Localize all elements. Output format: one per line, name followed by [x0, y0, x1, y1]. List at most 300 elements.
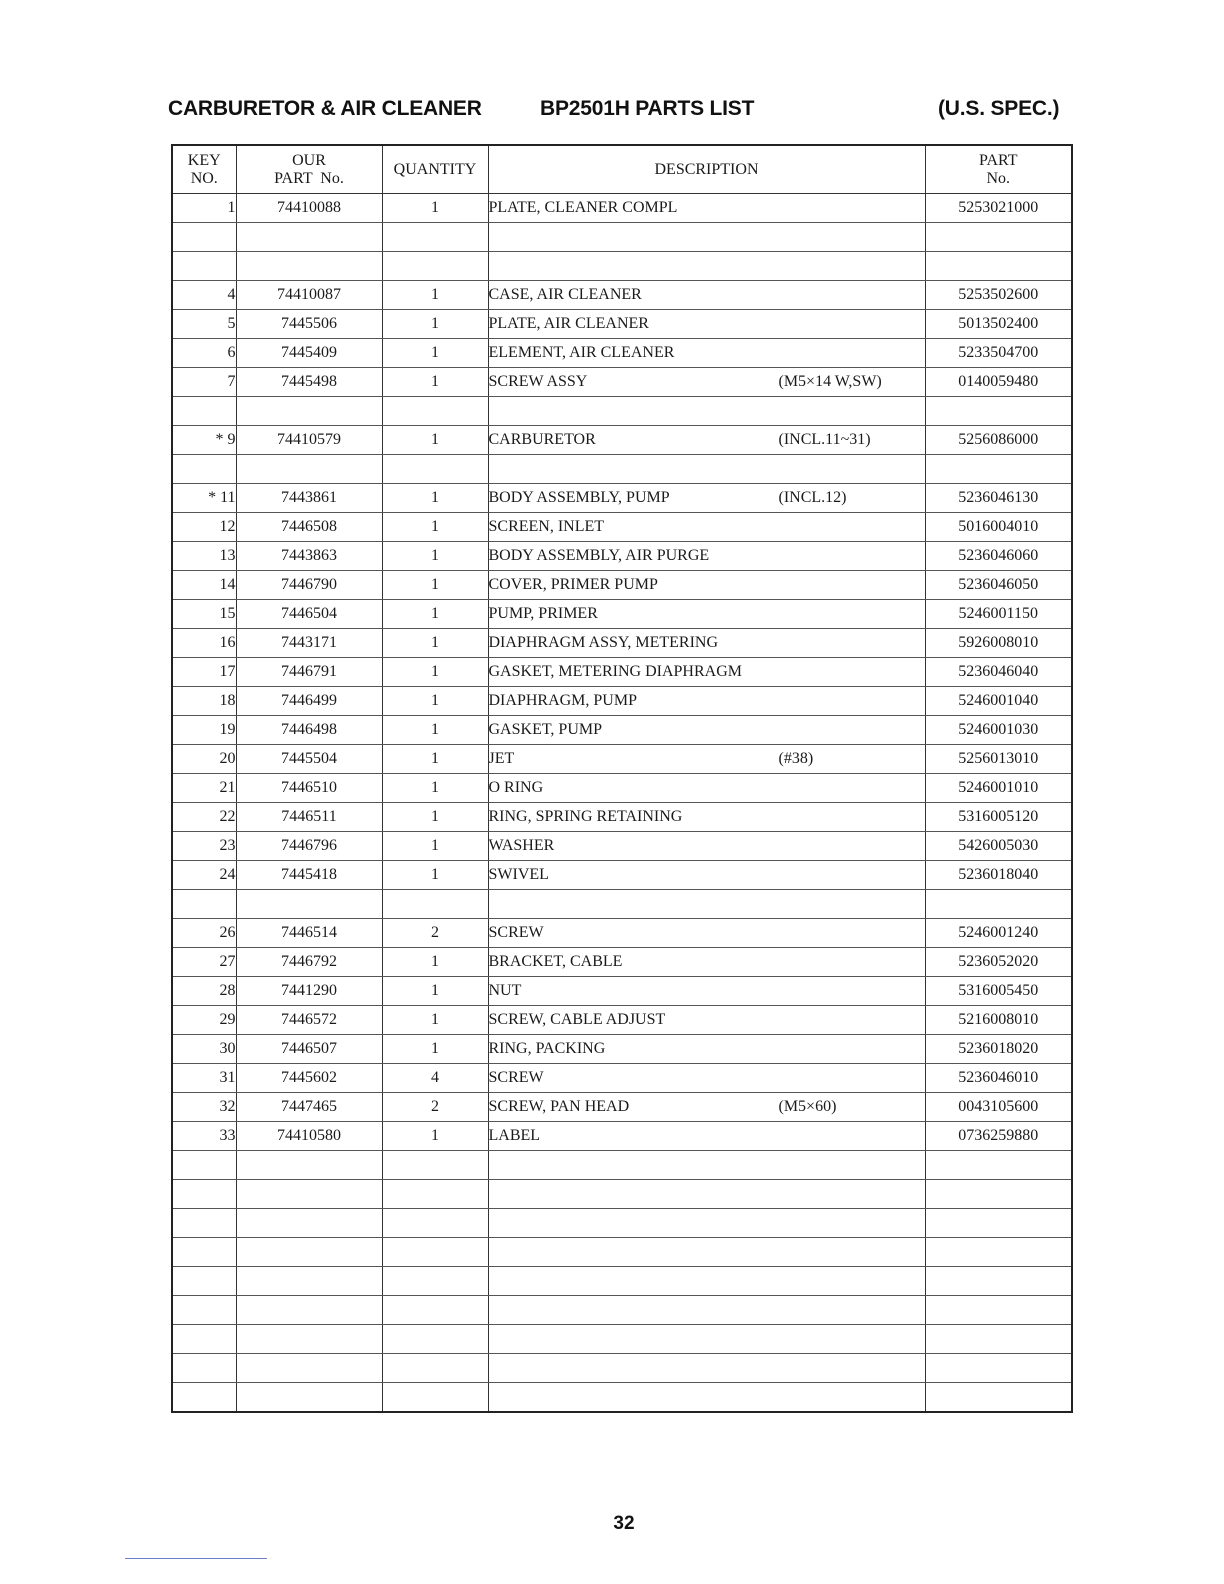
description-note: (INCL.12) [778, 489, 847, 506]
cell-our-part-no: 7446498 [236, 716, 382, 745]
cell-description [488, 716, 925, 745]
cell-description [488, 1151, 925, 1180]
description-text: CASE, AIR CLEANER [488, 286, 642, 303]
cell-our-part-no: 7446510 [236, 774, 382, 803]
cell-description [488, 861, 925, 890]
cell-quantity [382, 397, 488, 426]
description-text: RING, PACKING [488, 1040, 606, 1057]
cell-our-part-no: 7446572 [236, 1006, 382, 1035]
cell-key-no: 5 [172, 310, 236, 339]
cell-quantity [382, 890, 488, 919]
cell-quantity: 1 [382, 1006, 488, 1035]
table-row [172, 571, 1072, 600]
table-row [172, 687, 1072, 716]
cell-quantity [382, 1209, 488, 1238]
cell-key-no [172, 455, 236, 484]
description-note: (M5×14 W,SW) [778, 373, 882, 390]
cell-key-no: 28 [172, 977, 236, 1006]
cell-part-no [925, 1325, 1072, 1354]
cell-our-part-no [236, 1209, 382, 1238]
cell-part-no: 0043105600 [925, 1093, 1072, 1122]
cell-description [488, 600, 925, 629]
cell-description [488, 1006, 925, 1035]
cell-description [488, 223, 925, 252]
cell-description [488, 1064, 925, 1093]
cell-quantity: 1 [382, 977, 488, 1006]
cell-part-no: 5426005030 [925, 832, 1072, 861]
table-row [172, 600, 1072, 629]
cell-part-no: 5016004010 [925, 513, 1072, 542]
description-text: O RING [488, 779, 544, 796]
cell-key-no: 17 [172, 658, 236, 687]
description-text: PUMP, PRIMER [488, 605, 598, 622]
cell-part-no: 5246001030 [925, 716, 1072, 745]
cell-key-no [172, 397, 236, 426]
cell-part-no: 5926008010 [925, 629, 1072, 658]
cell-quantity: 1 [382, 861, 488, 890]
table-row [172, 1035, 1072, 1064]
cell-part-no [925, 223, 1072, 252]
cell-our-part-no [236, 223, 382, 252]
cell-our-part-no: 7445506 [236, 310, 382, 339]
cell-quantity [382, 223, 488, 252]
cell-key-no: 12 [172, 513, 236, 542]
table-row [172, 658, 1072, 687]
cell-part-no [925, 1180, 1072, 1209]
cell-description [488, 397, 925, 426]
col-key-line1: KEY [187, 151, 221, 169]
cell-description [488, 890, 925, 919]
cell-part-no: 5236018020 [925, 1035, 1072, 1064]
cell-key-no [172, 1151, 236, 1180]
cell-description [488, 1238, 925, 1267]
cell-quantity [382, 455, 488, 484]
cell-our-part-no [236, 455, 382, 484]
cell-quantity [382, 1267, 488, 1296]
table-row [172, 281, 1072, 310]
cell-quantity: 1 [382, 194, 488, 223]
cell-our-part-no: 7446504 [236, 600, 382, 629]
cell-description [488, 310, 925, 339]
cell-key-no: 15 [172, 600, 236, 629]
cell-description [488, 571, 925, 600]
cell-part-no: 0736259880 [925, 1122, 1072, 1151]
cell-description [488, 687, 925, 716]
bottom-rule [125, 1558, 267, 1559]
cell-description [488, 1383, 925, 1413]
cell-part-no: 5236046050 [925, 571, 1072, 600]
cell-description [488, 339, 925, 368]
cell-key-no: 22 [172, 803, 236, 832]
cell-description [488, 948, 925, 977]
parts-table [171, 144, 1073, 1413]
cell-part-no: 0140059480 [925, 368, 1072, 397]
cell-our-part-no [236, 1354, 382, 1383]
cell-quantity [382, 1296, 488, 1325]
table-row [172, 455, 1072, 484]
cell-part-no: 5236046010 [925, 1064, 1072, 1093]
cell-key-no [172, 1354, 236, 1383]
parts-list-model: BP2501H PARTS LIST [540, 97, 755, 120]
description-text: RING, SPRING RETAINING [488, 808, 683, 825]
cell-description [488, 484, 925, 513]
cell-description [488, 745, 925, 774]
cell-description [488, 803, 925, 832]
cell-key-no: 27 [172, 948, 236, 977]
description-text: SCREW, CABLE ADJUST [488, 1011, 666, 1028]
cell-part-no: 5246001010 [925, 774, 1072, 803]
table-row [172, 919, 1072, 948]
table-row [172, 1064, 1072, 1093]
cell-our-part-no: 7445418 [236, 861, 382, 890]
table-row [172, 1383, 1072, 1413]
cell-description [488, 1296, 925, 1325]
cell-key-no [172, 1267, 236, 1296]
cell-our-part-no: 74410088 [236, 194, 382, 223]
col-our-part-no [236, 145, 382, 194]
description-text: ELEMENT, AIR CLEANER [488, 344, 675, 361]
cell-our-part-no: 7443861 [236, 484, 382, 513]
description-text: PLATE, AIR CLEANER [488, 315, 649, 332]
cell-quantity: 1 [382, 542, 488, 571]
description-text: BODY ASSEMBLY, AIR PURGE [488, 547, 710, 564]
cell-our-part-no [236, 1151, 382, 1180]
description-text: COVER, PRIMER PUMP [488, 576, 658, 593]
cell-quantity [382, 1180, 488, 1209]
cell-description [488, 1093, 925, 1122]
cell-quantity: 1 [382, 484, 488, 513]
cell-key-no: 23 [172, 832, 236, 861]
cell-our-part-no [236, 1296, 382, 1325]
cell-key-no: 21 [172, 774, 236, 803]
cell-description [488, 542, 925, 571]
table-row [172, 1354, 1072, 1383]
cell-our-part-no: 7446511 [236, 803, 382, 832]
cell-quantity: 1 [382, 426, 488, 455]
cell-part-no: 5253502600 [925, 281, 1072, 310]
cell-description [488, 1325, 925, 1354]
cell-our-part-no: 7445504 [236, 745, 382, 774]
cell-description [488, 1035, 925, 1064]
cell-key-no: * 11 [172, 484, 236, 513]
col-quantity: QUANTITY [382, 145, 488, 194]
cell-key-no [172, 890, 236, 919]
cell-description [488, 919, 925, 948]
cell-quantity: 1 [382, 658, 488, 687]
table-row [172, 948, 1072, 977]
cell-quantity: 1 [382, 1122, 488, 1151]
description-text: NUT [488, 982, 522, 999]
cell-our-part-no: 74410087 [236, 281, 382, 310]
cell-description [488, 1267, 925, 1296]
cell-part-no: 5236046130 [925, 484, 1072, 513]
cell-part-no: 5236052020 [925, 948, 1072, 977]
table-row [172, 310, 1072, 339]
cell-description [488, 281, 925, 310]
table-row [172, 977, 1072, 1006]
description-text: LABEL [488, 1127, 541, 1144]
cell-part-no: 5233504700 [925, 339, 1072, 368]
table-row [172, 774, 1072, 803]
table-row [172, 1296, 1072, 1325]
col-our-line2: PART No. [274, 169, 344, 187]
description-note: (#38) [778, 750, 814, 767]
cell-part-no: 5256013010 [925, 745, 1072, 774]
table-row [172, 1093, 1072, 1122]
cell-part-no: 5256086000 [925, 426, 1072, 455]
table-row [172, 803, 1072, 832]
table-row [172, 339, 1072, 368]
description-text: SCREW ASSY [488, 373, 588, 390]
col-key-line2: NO. [190, 169, 218, 187]
cell-our-part-no [236, 1383, 382, 1413]
table-row [172, 1267, 1072, 1296]
cell-quantity: 1 [382, 339, 488, 368]
table-row [172, 890, 1072, 919]
cell-quantity: 1 [382, 803, 488, 832]
table-row [172, 542, 1072, 571]
table-row [172, 1325, 1072, 1354]
table-row [172, 1151, 1072, 1180]
cell-key-no [172, 223, 236, 252]
cell-key-no: 16 [172, 629, 236, 658]
description-text: SCREW [488, 924, 544, 941]
cell-quantity: 1 [382, 281, 488, 310]
cell-description [488, 832, 925, 861]
cell-quantity: 4 [382, 1064, 488, 1093]
description-text: JET [488, 750, 515, 767]
cell-our-part-no [236, 1238, 382, 1267]
cell-quantity: 1 [382, 1035, 488, 1064]
col-part-line1: PART [979, 151, 1018, 169]
description-text: PLATE, CLEANER COMPL [488, 199, 678, 216]
cell-quantity [382, 252, 488, 281]
cell-part-no: 5246001240 [925, 919, 1072, 948]
cell-our-part-no [236, 1180, 382, 1209]
cell-key-no [172, 1383, 236, 1413]
table-header [172, 145, 1072, 194]
table-row [172, 426, 1072, 455]
cell-quantity [382, 1354, 488, 1383]
cell-quantity: 1 [382, 948, 488, 977]
cell-part-no: 5246001040 [925, 687, 1072, 716]
cell-quantity: 1 [382, 774, 488, 803]
table-row [172, 629, 1072, 658]
cell-key-no: 20 [172, 745, 236, 774]
cell-quantity [382, 1238, 488, 1267]
cell-key-no [172, 1180, 236, 1209]
cell-quantity: 2 [382, 919, 488, 948]
table-row [172, 252, 1072, 281]
description-note: (INCL.11~31) [778, 431, 871, 448]
cell-our-part-no: 7446508 [236, 513, 382, 542]
cell-description [488, 1354, 925, 1383]
cell-key-no [172, 252, 236, 281]
cell-our-part-no: 7445602 [236, 1064, 382, 1093]
cell-description [488, 194, 925, 223]
cell-key-no [172, 1238, 236, 1267]
table-row [172, 1238, 1072, 1267]
cell-quantity: 1 [382, 571, 488, 600]
table-row [172, 1209, 1072, 1238]
description-text: SWIVEL [488, 866, 549, 883]
col-our-line1: OUR [292, 151, 326, 169]
table-row [172, 368, 1072, 397]
cell-part-no: 5316005120 [925, 803, 1072, 832]
cell-our-part-no: 7446499 [236, 687, 382, 716]
cell-our-part-no: 7446507 [236, 1035, 382, 1064]
cell-part-no [925, 1151, 1072, 1180]
cell-our-part-no: 7445409 [236, 339, 382, 368]
spec-label: (U.S. SPEC.) [938, 97, 1060, 120]
table-row [172, 1122, 1072, 1151]
cell-key-no: 4 [172, 281, 236, 310]
cell-key-no: 30 [172, 1035, 236, 1064]
table-row [172, 397, 1072, 426]
cell-our-part-no [236, 397, 382, 426]
cell-part-no [925, 1383, 1072, 1413]
cell-our-part-no: 7443171 [236, 629, 382, 658]
col-part-line2: No. [986, 169, 1011, 187]
cell-quantity: 1 [382, 832, 488, 861]
cell-part-no: 5316005450 [925, 977, 1072, 1006]
cell-description [488, 1180, 925, 1209]
description-text: DIAPHRAGM ASSY, METERING [488, 634, 719, 651]
cell-description [488, 1122, 925, 1151]
description-text: SCREW [488, 1069, 544, 1086]
description-text: GASKET, PUMP [488, 721, 602, 738]
cell-our-part-no: 7445498 [236, 368, 382, 397]
cell-our-part-no [236, 1267, 382, 1296]
cell-part-no [925, 397, 1072, 426]
cell-quantity: 1 [382, 310, 488, 339]
cell-description [488, 629, 925, 658]
cell-our-part-no: 7446514 [236, 919, 382, 948]
col-description: DESCRIPTION [488, 145, 925, 194]
cell-key-no: 32 [172, 1093, 236, 1122]
description-note: (M5×60) [778, 1098, 837, 1115]
description-text: SCREW, PAN HEAD [488, 1098, 630, 1115]
table-row [172, 513, 1072, 542]
cell-part-no [925, 252, 1072, 281]
cell-key-no: 33 [172, 1122, 236, 1151]
cell-quantity [382, 1325, 488, 1354]
cell-quantity: 1 [382, 629, 488, 658]
cell-key-no: 18 [172, 687, 236, 716]
cell-key-no [172, 1209, 236, 1238]
cell-our-part-no: 7443863 [236, 542, 382, 571]
page-title: CARBURETOR & AIR CLEANER [168, 97, 482, 120]
description-text: DIAPHRAGM, PUMP [488, 692, 637, 709]
cell-description [488, 426, 925, 455]
cell-description [488, 658, 925, 687]
cell-key-no: 13 [172, 542, 236, 571]
page-number: 32 [613, 1513, 635, 1534]
cell-key-no: 24 [172, 861, 236, 890]
cell-key-no: 19 [172, 716, 236, 745]
cell-part-no [925, 1354, 1072, 1383]
cell-part-no [925, 1296, 1072, 1325]
cell-description [488, 774, 925, 803]
cell-key-no [172, 1325, 236, 1354]
cell-key-no: * 9 [172, 426, 236, 455]
cell-part-no [925, 890, 1072, 919]
description-text: BODY ASSEMBLY, PUMP [488, 489, 670, 506]
cell-our-part-no: 7446796 [236, 832, 382, 861]
cell-quantity [382, 1151, 488, 1180]
cell-part-no: 5013502400 [925, 310, 1072, 339]
table-row [172, 223, 1072, 252]
cell-quantity: 2 [382, 1093, 488, 1122]
cell-key-no: 1 [172, 194, 236, 223]
col-part-no [925, 145, 1072, 194]
cell-part-no [925, 1209, 1072, 1238]
cell-description [488, 977, 925, 1006]
cell-our-part-no: 7441290 [236, 977, 382, 1006]
cell-part-no: 5236046060 [925, 542, 1072, 571]
description-text: SCREEN, INLET [488, 518, 605, 535]
cell-our-part-no [236, 252, 382, 281]
cell-key-no: 6 [172, 339, 236, 368]
cell-part-no: 5236018040 [925, 861, 1072, 890]
cell-part-no: 5246001150 [925, 600, 1072, 629]
table-row [172, 861, 1072, 890]
cell-quantity: 1 [382, 368, 488, 397]
table-row [172, 1180, 1072, 1209]
cell-quantity: 1 [382, 600, 488, 629]
cell-description [488, 1209, 925, 1238]
cell-our-part-no: 74410580 [236, 1122, 382, 1151]
cell-our-part-no: 74410579 [236, 426, 382, 455]
cell-description [488, 513, 925, 542]
table-row [172, 484, 1072, 513]
cell-key-no: 26 [172, 919, 236, 948]
table-row [172, 745, 1072, 774]
table-row [172, 194, 1072, 223]
cell-description [488, 455, 925, 484]
cell-quantity: 1 [382, 687, 488, 716]
cell-part-no: 5236046040 [925, 658, 1072, 687]
cell-key-no: 29 [172, 1006, 236, 1035]
cell-our-part-no [236, 890, 382, 919]
cell-key-no: 31 [172, 1064, 236, 1093]
cell-part-no [925, 1267, 1072, 1296]
cell-quantity: 1 [382, 745, 488, 774]
cell-our-part-no: 7446792 [236, 948, 382, 977]
cell-part-no: 5216008010 [925, 1006, 1072, 1035]
table-row [172, 716, 1072, 745]
description-text: CARBURETOR [488, 431, 596, 448]
cell-quantity: 1 [382, 716, 488, 745]
cell-part-no [925, 1238, 1072, 1267]
cell-key-no: 7 [172, 368, 236, 397]
description-text: WASHER [488, 837, 555, 854]
table-body [172, 194, 1072, 1413]
cell-description [488, 252, 925, 281]
cell-our-part-no [236, 1325, 382, 1354]
description-text: BRACKET, CABLE [488, 953, 623, 970]
cell-key-no: 14 [172, 571, 236, 600]
table-row [172, 1006, 1072, 1035]
cell-our-part-no: 7447465 [236, 1093, 382, 1122]
col-key-no [172, 145, 236, 194]
cell-description [488, 368, 925, 397]
cell-quantity: 1 [382, 513, 488, 542]
table-row [172, 832, 1072, 861]
cell-part-no: 5253021000 [925, 194, 1072, 223]
cell-our-part-no: 7446790 [236, 571, 382, 600]
description-text: GASKET, METERING DIAPHRAGM [488, 663, 742, 680]
